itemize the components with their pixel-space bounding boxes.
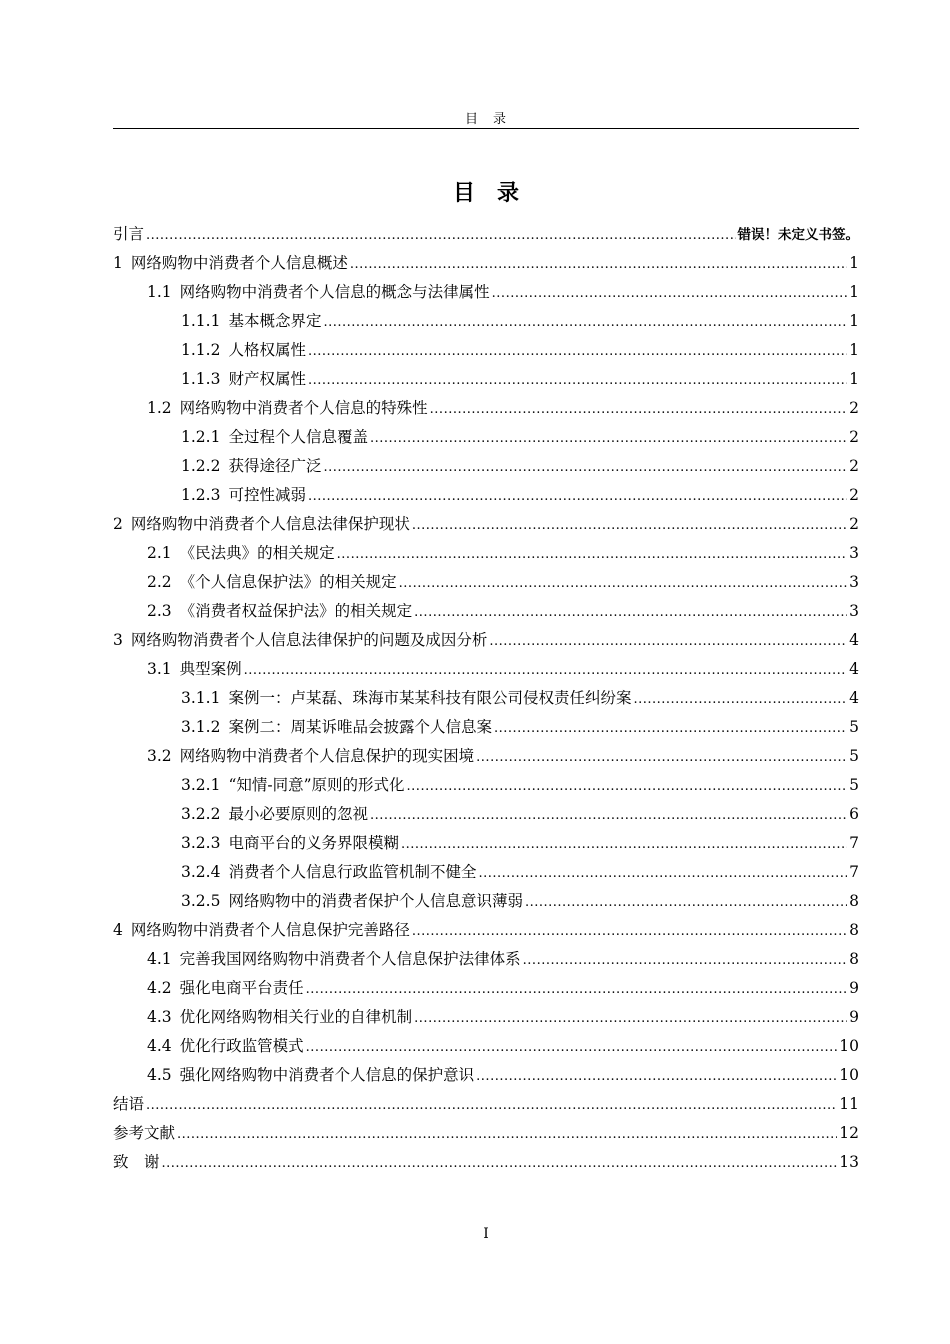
toc-entry-number: 2.2 [147, 573, 172, 591]
toc-entry-title: 《消费者权益保护法》的相关规定 [179, 602, 413, 620]
toc-entry-number: 3.2 [147, 747, 172, 765]
toc-entry[interactable] [113, 365, 859, 394]
toc-entry-number: 3.2.2 [181, 805, 221, 823]
toc-page-number: 12 [839, 1124, 859, 1142]
toc-dot-leader [414, 1003, 847, 1033]
toc-entry[interactable] [113, 394, 859, 423]
toc-entry-number: 4 [113, 921, 123, 939]
toc-entry-number: 4.2 [147, 979, 172, 997]
toc-entry[interactable] [113, 771, 859, 800]
toc-entry[interactable] [113, 597, 859, 626]
toc-entry[interactable] [113, 1003, 859, 1032]
toc-page-number: 7 [849, 834, 859, 852]
toc-entry[interactable] [113, 829, 859, 858]
toc-entry-number: 1.1.2 [181, 341, 221, 359]
toc-entry[interactable] [113, 307, 859, 336]
toc-dot-leader [308, 481, 847, 511]
toc-page-number: 5 [849, 776, 859, 794]
toc-entry[interactable] [113, 481, 859, 510]
toc-entry-number: 2.3 [147, 602, 172, 620]
toc-dot-leader [412, 916, 847, 946]
toc-entry-title: 引言 [113, 225, 145, 243]
toc-page-number: 1 [849, 341, 859, 359]
toc-page-number: 3 [849, 573, 859, 591]
toc-page-number: 10 [839, 1037, 859, 1055]
toc-page-number: 2 [849, 515, 859, 533]
toc-entry-title: 网络购物中消费者个人信息的概念与法律属性 [179, 283, 490, 301]
toc-page-number: 2 [849, 486, 859, 504]
toc-page-number: 9 [849, 979, 859, 997]
toc-dot-leader [492, 278, 847, 308]
toc-entry-number: 4.3 [147, 1008, 172, 1026]
toc-page-number: 9 [849, 1008, 859, 1026]
toc-entry[interactable] [113, 655, 859, 684]
toc-entry-title: 人格权属性 [228, 341, 306, 359]
toc-entry-title: 消费者个人信息行政监管机制不健全 [228, 863, 477, 881]
toc-page-number: 3 [849, 544, 859, 562]
toc-entry-title: 完善我国网络购物中消费者个人信息保护法律体系 [179, 950, 521, 968]
toc-entry-title: 网络购物中消费者个人信息保护完善路径 [130, 921, 410, 939]
toc-page-number: 4 [849, 631, 859, 649]
toc-page-number: 5 [849, 747, 859, 765]
toc-entry-title: 网络购物中的消费者保护个人信息意识薄弱 [228, 892, 523, 910]
toc-entry[interactable] [113, 220, 859, 249]
toc-entry-number: 3.2.1 [181, 776, 221, 794]
toc-dot-leader [407, 771, 848, 801]
toc-dot-leader [370, 800, 847, 830]
toc-entry[interactable] [113, 278, 859, 307]
toc-page-number: 8 [849, 892, 859, 910]
toc-entry[interactable] [113, 713, 859, 742]
toc-entry[interactable] [113, 800, 859, 829]
toc-entry-number: 3 [113, 631, 123, 649]
toc-entry-number: 1.1.1 [181, 312, 221, 330]
toc-dot-leader [306, 1032, 838, 1062]
toc-entry-title: 全过程个人信息覆盖 [228, 428, 368, 446]
toc-entry-title: 《个人信息保护法》的相关规定 [179, 573, 397, 591]
toc-page-number: 11 [839, 1095, 859, 1113]
toc-page-number: 2 [849, 399, 859, 417]
toc-entry-title: 可控性减弱 [228, 486, 306, 504]
toc-entry-number: 3.2.5 [181, 892, 221, 910]
toc-entry-number: 4.1 [147, 950, 172, 968]
toc-entry[interactable] [113, 742, 859, 771]
toc-dot-leader [430, 394, 847, 424]
toc-dot-leader [494, 713, 847, 743]
toc-entry[interactable] [113, 1032, 859, 1061]
toc-dot-leader [308, 336, 847, 366]
toc-entry-number: 3.1.2 [181, 718, 221, 736]
toc-entry[interactable] [113, 1061, 859, 1090]
toc-dot-leader [323, 452, 847, 482]
header-rule [113, 128, 859, 129]
toc-dot-leader [370, 423, 847, 453]
toc-entry[interactable] [113, 1119, 859, 1148]
toc-entry-title: 网络购物中消费者个人信息法律保护现状 [130, 515, 410, 533]
toc-entry-title: 基本概念界定 [228, 312, 322, 330]
toc-entry-title: 典型案例 [179, 660, 242, 678]
toc-entry[interactable] [113, 858, 859, 887]
toc-dot-leader [489, 626, 847, 656]
toc-page-number: 2 [849, 457, 859, 475]
toc-page-number: 7 [849, 863, 859, 881]
toc-page-number: 4 [849, 660, 859, 678]
toc-entry-title: 参考文献 [113, 1124, 176, 1142]
toc-dot-leader [162, 1148, 838, 1178]
toc-entry[interactable] [113, 887, 859, 916]
toc-dot-leader [306, 974, 847, 1004]
toc-entry-title: 电商平台的义务界限模糊 [228, 834, 399, 852]
toc-entry-number: 2 [113, 515, 123, 533]
toc-dot-leader [401, 829, 847, 859]
toc-entry-number: 1 [113, 254, 123, 272]
toc-dot-leader [399, 568, 847, 598]
toc-dot-leader [412, 510, 847, 540]
toc-entry-title: 强化电商平台责任 [179, 979, 304, 997]
toc-dot-leader [308, 365, 847, 395]
toc-entry-title: 结语 [113, 1095, 145, 1113]
toc-entry[interactable] [113, 249, 859, 278]
toc-entry-number: 2.1 [147, 544, 172, 562]
toc-entry-number: 3.2.4 [181, 863, 221, 881]
toc-entry-title: 财产权属性 [228, 370, 306, 388]
toc-entry-number: 3.1 [147, 660, 172, 678]
page-number: I [483, 1226, 489, 1242]
toc-entry[interactable] [113, 974, 859, 1003]
running-header: 目 录 [464, 112, 507, 127]
toc-entry-title: 《民法典》的相关规定 [179, 544, 335, 562]
toc-dot-leader [350, 249, 847, 279]
toc-dot-leader [244, 655, 847, 685]
toc-entry-title: 案例一：卢某磊、珠海市某某科技有限公司侵权责任纠纷案 [228, 689, 632, 707]
toc-page-error: 错误！未定义书签。 [737, 227, 859, 243]
toc-entry-title: 获得途径广泛 [228, 457, 322, 475]
toc-entry[interactable] [113, 945, 859, 974]
toc-entry-number: 1.1 [147, 283, 172, 301]
toc-entry-number: 4.4 [147, 1037, 172, 1055]
toc-entry-title: 网络购物消费者个人信息法律保护的问题及成因分析 [130, 631, 488, 649]
toc-title: 目 录 [452, 181, 519, 206]
toc-entry[interactable] [113, 336, 859, 365]
toc-page-number: 3 [849, 602, 859, 620]
toc-page-number: 8 [849, 950, 859, 968]
toc-page-number: 13 [839, 1153, 859, 1171]
toc-entry-number: 3.2.3 [181, 834, 221, 852]
toc-entry[interactable] [113, 510, 859, 539]
toc-page-number: 5 [849, 718, 859, 736]
toc-dot-leader [146, 1090, 837, 1120]
toc-entry[interactable] [113, 1090, 859, 1119]
toc-dot-leader [476, 742, 847, 772]
toc-page-number: 8 [849, 921, 859, 939]
toc-entry[interactable] [113, 684, 859, 713]
toc-entry-number: 1.2.1 [181, 428, 221, 446]
toc-dot-leader [146, 220, 735, 250]
toc-entry[interactable] [113, 626, 859, 655]
toc-entry-number: 1.2.3 [181, 486, 221, 504]
toc-dot-leader [414, 597, 847, 627]
table-of-contents [113, 220, 859, 1177]
toc-entry-title: “知情-同意”原则的形式化 [228, 776, 405, 794]
toc-entry-title: 最小必要原则的忽视 [228, 805, 368, 823]
toc-entry-number: 1.2.2 [181, 457, 221, 475]
toc-entry[interactable] [113, 1148, 859, 1177]
toc-page-number: 6 [849, 805, 859, 823]
toc-entry-title: 网络购物中消费者个人信息保护的现实困境 [179, 747, 475, 765]
toc-entry-title: 优化网络购物相关行业的自律机制 [179, 1008, 413, 1026]
toc-entry[interactable] [113, 568, 859, 597]
toc-entry-number: 3.1.1 [181, 689, 221, 707]
toc-page-number: 10 [839, 1066, 859, 1084]
toc-page-number: 2 [849, 428, 859, 446]
toc-entry-title: 优化行政监管模式 [179, 1037, 304, 1055]
toc-page-number: 1 [849, 370, 859, 388]
toc-entry[interactable] [113, 423, 859, 452]
toc-page-number: 4 [849, 689, 859, 707]
toc-dot-leader [177, 1119, 837, 1149]
toc-dot-leader [525, 887, 847, 917]
toc-entry-number: 1.1.3 [181, 370, 221, 388]
toc-entry-title: 致 谢 [113, 1153, 160, 1171]
toc-dot-leader [323, 307, 847, 337]
toc-entry-number: 4.5 [147, 1066, 172, 1084]
toc-dot-leader [478, 858, 847, 888]
toc-dot-leader [476, 1061, 837, 1091]
toc-page-number: 1 [849, 254, 859, 272]
toc-entry-number: 1.2 [147, 399, 172, 417]
toc-page-number: 1 [849, 312, 859, 330]
toc-dot-leader [633, 684, 847, 714]
toc-dot-leader [523, 945, 847, 975]
toc-entry[interactable] [113, 452, 859, 481]
toc-page-number: 1 [849, 283, 859, 301]
toc-entry[interactable] [113, 916, 859, 945]
toc-entry-title: 网络购物中消费者个人信息的特殊性 [179, 399, 428, 417]
toc-entry-title: 网络购物中消费者个人信息概述 [130, 254, 348, 272]
toc-dot-leader [337, 539, 847, 569]
toc-entry[interactable] [113, 539, 859, 568]
toc-entry-title: 案例二：周某诉唯品会披露个人信息案 [228, 718, 492, 736]
toc-entry-title: 强化网络购物中消费者个人信息的保护意识 [179, 1066, 475, 1084]
